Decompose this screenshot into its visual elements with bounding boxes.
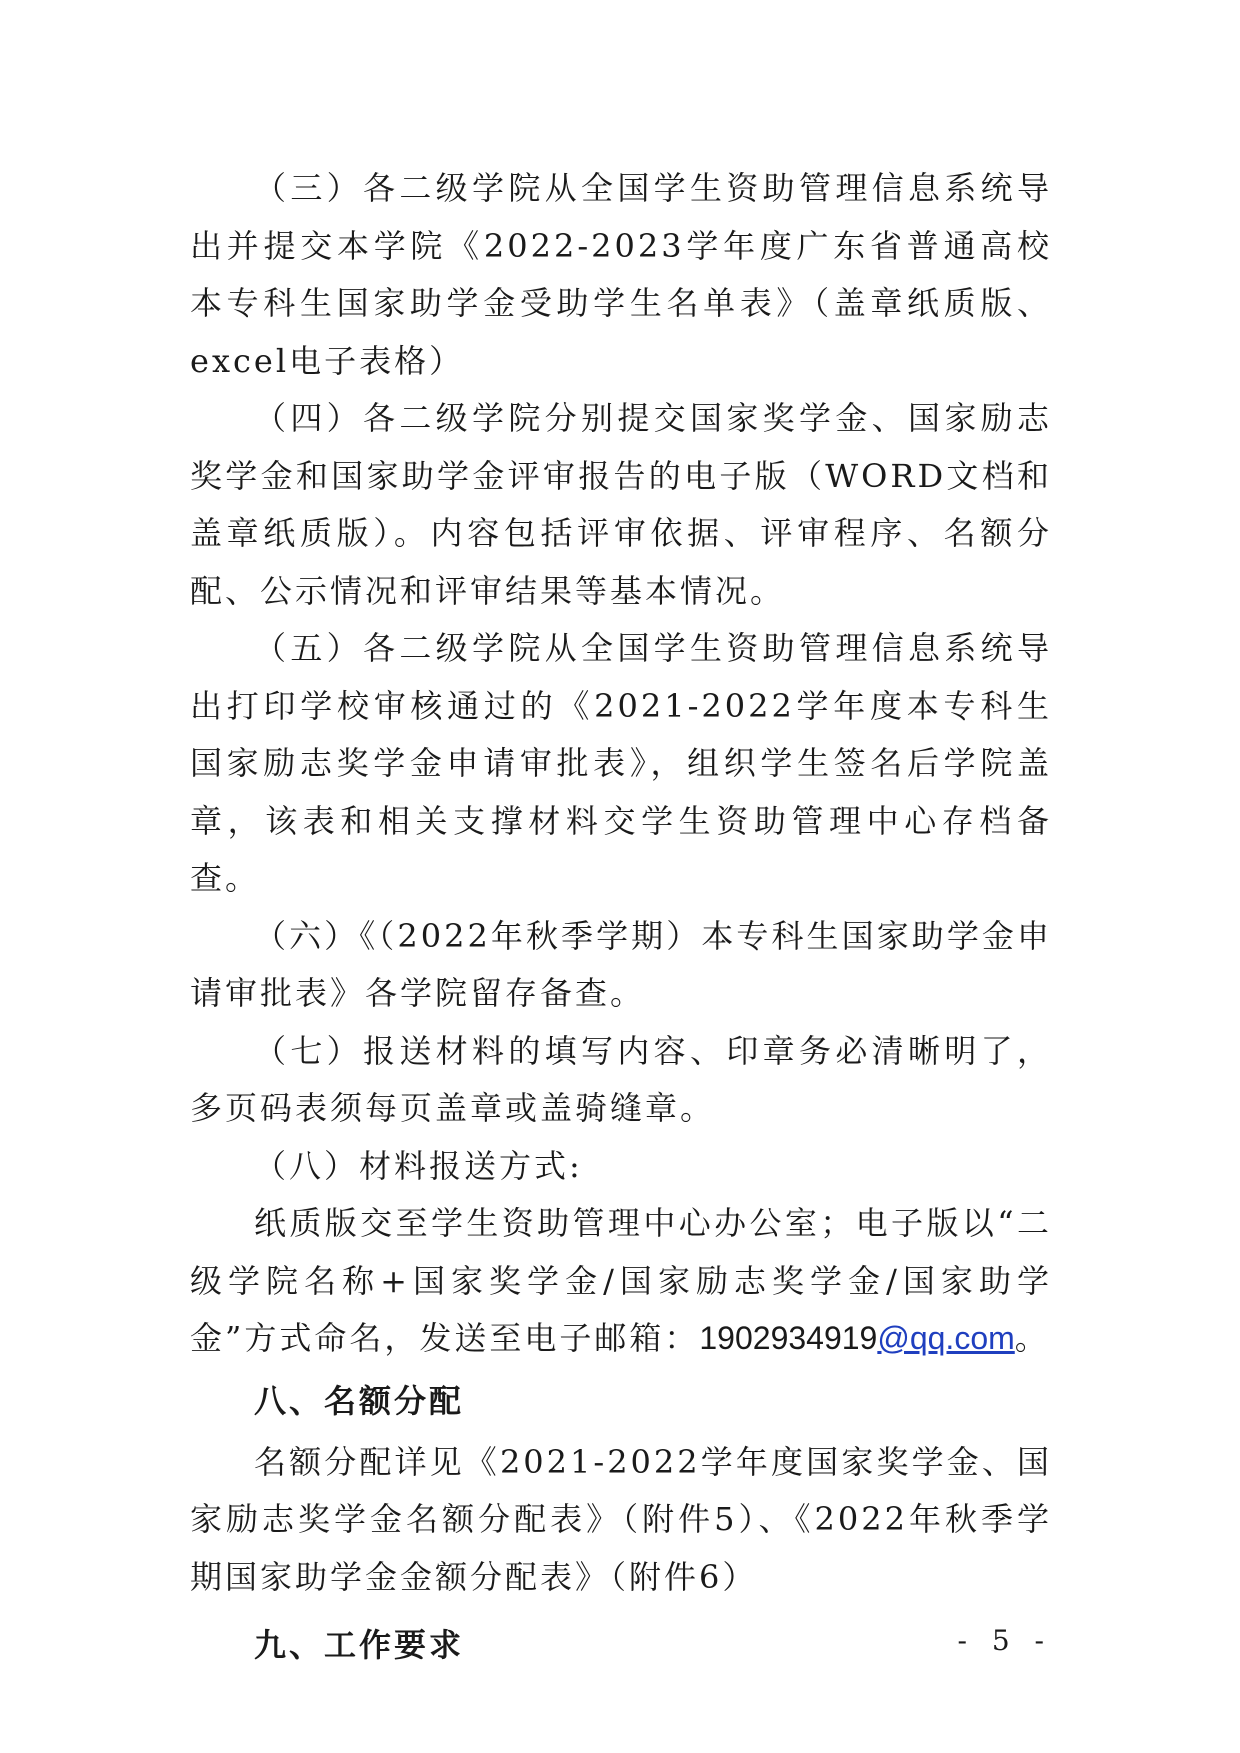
paragraph-item-4: （四）各二级学院分别提交国家奖学金、国家励志奖学金和国家助学金评审报告的电子版（WORD文档和盖章纸质版）。内容包括评审依据、评审程序、名额分配、公示情况和评审结果等基本情况。 [190, 399, 1052, 610]
section-9-heading: 九、工作要求 [254, 1626, 465, 1664]
spacer [190, 1606, 1052, 1612]
page-number: - 5 - [957, 1624, 1052, 1657]
submission-method-paragraph [190, 1195, 1052, 1368]
end-mark: 。 [1014, 1319, 1050, 1357]
paragraph-item-5: （五）各二级学院从全国学生资助管理信息系统导出打印学校审核通过的《2021-2022学年度本专科生国家励志奖学金申请审批表》，组织学生签名后学院盖章，该表和相关支撑材料交学生资助管理中心存档备查。 [190, 629, 1052, 897]
submission-text: 纸质版交至学生资助管理中心办公室；电子版以“二级学院名称+国家奖学金/国家励志奖学金/国家助学金”方式命名，发送至电子邮箱： [190, 1204, 1052, 1357]
email-link[interactable]: @qq.com [877, 1320, 1015, 1356]
email-user: 1902934919 [699, 1320, 878, 1356]
paragraph-item-3: （三）各二级学院从全国学生资助管理信息系统导出并提交本学院《2022-2023学年度广东省普通高校本专科生国家助学金受助学生名单表》（盖章纸质版、excel电子表格） [190, 169, 1052, 380]
section-8-heading: 八、名额分配 [254, 1381, 465, 1420]
paragraph-item-8: （八）材料报送方式: [254, 1146, 583, 1185]
document-body [190, 160, 1052, 1678]
paragraph-item-7: （七）报送材料的填写内容、印章务必清晰明了，多页码表须每页盖章或盖骑缝章。 [190, 1031, 1052, 1127]
paragraph-item-6: （六）《（2022年秋季学期）本专科生国家助学金申请审批表》各学院留存备查。 [190, 916, 1052, 1012]
section-8-text: 名额分配详见《2021-2022学年度国家奖学金、国家励志奖学金名额分配表》（附件5）、《2022年秋季学期国家助学金金额分配表》（附件6） [190, 1442, 1052, 1596]
